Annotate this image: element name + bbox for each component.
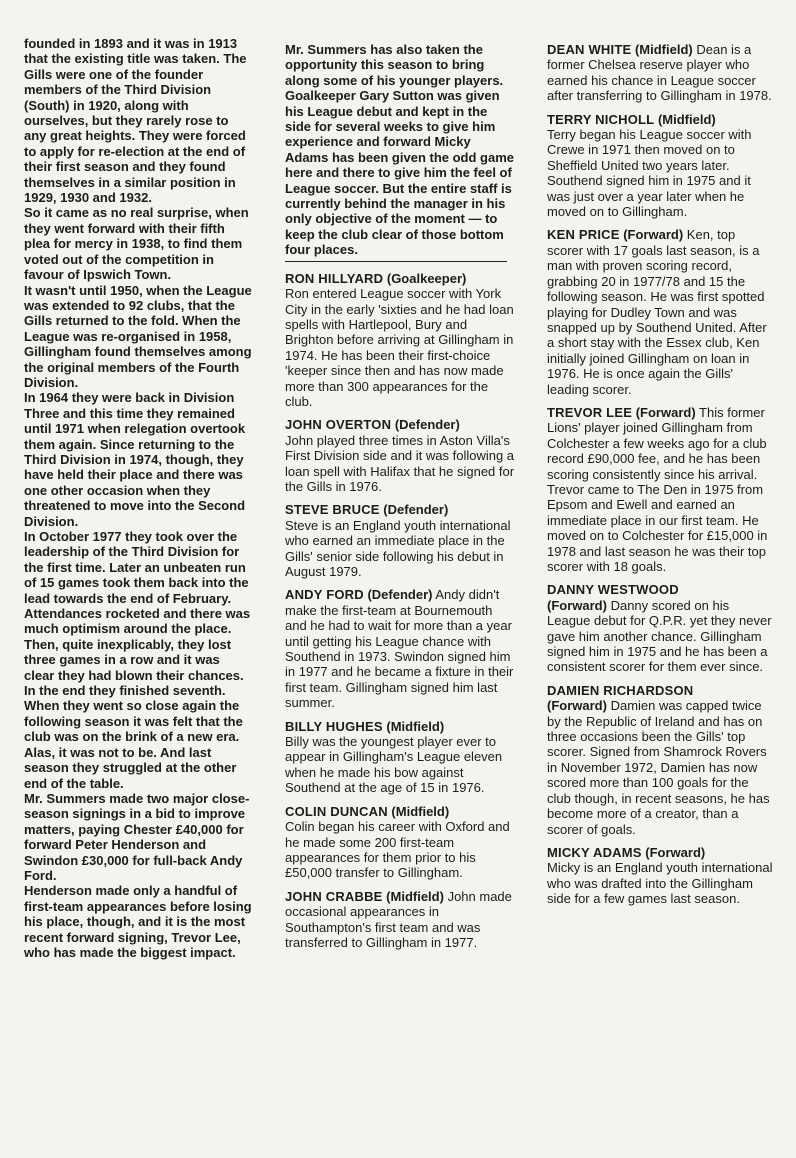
player-entry: [547, 112, 773, 220]
player-name: DEAN WHITE: [547, 42, 632, 57]
player-name: BILLY HUGHES: [285, 718, 383, 734]
section-divider: [285, 261, 507, 262]
player-bio: Micky is an England youth international who was drafted into the Gillingham side for a few games last season.: [547, 860, 773, 907]
player-bio: Colin began his career with Oxford and he made some 200 first-team appearances for them prior to his £50,000 transfer to Gillingham.: [285, 819, 510, 881]
player-position: (Midfield): [386, 888, 444, 904]
player-position: (Goalkeeper): [386, 270, 467, 286]
player-name: DANNY WESTWOOD: [547, 582, 679, 598]
middle-column: [285, 42, 515, 958]
right-column: [547, 42, 773, 915]
player-bio: Danny scored on his League debut for Q.P.R. yet they never gave him another chance. Gillingham signed him in 1975 and he has been a consistent scorer for them ever since.: [547, 597, 772, 675]
player-bio: Ron entered League soccer with York City in the early 'sixties and he had loan spells with Hartlepool, Bury and Brighton before arriving at Gillingham in 1974. He has been their first-choice 'keeper since then and has now made more than 300 appearances for the club.: [285, 286, 514, 409]
player-position: (Midfield): [391, 803, 450, 819]
player-name: ANDY FORD: [285, 587, 364, 603]
player-entry: [285, 417, 515, 494]
history-paragraph: It wasn't until 1950, when the League was extended to 92 clubs, that the Gills returned to the fold. When the League was re-organised in 1958, Gillingham found themselves among the original members of the Fourth Division.: [24, 282, 252, 390]
player-bio: Ken, top scorer with 17 goals last season, is a man with proven scoring record, grabbing 20 in 1977/78 and 15 the following season. He was first spotted playing for Dudley Town and was snapped up by Southend United. After a short stay with the Essex club, Ken initially joined Gillingham on loan in 1976. He is once again the Gills' leading scorer.: [547, 227, 767, 397]
player-entry: [285, 587, 515, 710]
player-bio: Terry began his League soccer with Crewe in 1971 then moved on to Sheffield United two years later. Southend signed him in 1975 and it was just over a year later when he moved on to Gillingham.: [547, 127, 752, 220]
player-bio: Andy didn't make the first-team at Bournemouth and he had to wait for more than a year until getting his League chance with Southend in 1973. Swindon signed him in 1977 and he became a fixture in their first team. Gillingham signed him last summer.: [285, 587, 514, 711]
player-bio: John played three times in Aston Villa's First Division side and it was following a loan spell with Halifax that he signed for the Gills in 1976.: [285, 432, 515, 494]
history-paragraph: In 1964 they were back in Division Three and this time they remained until 1971 when relegation overtook them again. Since returning to the Third Division in 1974, though, they have held their place and there was one other occasion when they threatened to move into the Second Division.: [24, 390, 246, 529]
player-bio: John made occasional appearances in Southampton's first team and was transferred to Gillingham in 1977.: [285, 888, 512, 950]
player-bio: Dean is a former Chelsea reserve player who earned his chance in League soccer after transferring to Gillingham in 1978.: [547, 42, 772, 104]
player-name: MICKY ADAMS: [547, 844, 642, 860]
history-paragraph: When they went so close again the following season it was felt that the club was on the brink of a new era. Alas, it was not to be. And last season they struggled at the other end of the table.: [24, 698, 243, 791]
player-position: (Forward): [623, 227, 684, 243]
player-position: (Midfield): [386, 718, 445, 734]
player-entry: [285, 889, 515, 951]
player-entry: [547, 845, 773, 907]
player-name: JOHN CRABBE: [285, 888, 383, 904]
history-paragraph: Mr. Summers made two major close-season signings in a bid to improve matters, paying Chester £40,000 for forward Peter Henderson and Swindon £30,000 for full-back Andy Ford.: [24, 790, 250, 883]
player-name: JOHN OVERTON: [285, 417, 392, 433]
player-entry: [547, 582, 773, 674]
player-entry: [285, 502, 515, 579]
history-paragraph: founded in 1893 and it was in 1913 that the existing title was taken. The Gills were one of the founder members of the Third Division (South) in 1920, along with ourselves, but they rarely rose to any great heights. They were forced to apply for re-election at the end of their first season and they found themselves in a similar position in 1929, 1930 and 1932.: [24, 36, 247, 206]
player-name: TREVOR LEE: [547, 404, 633, 420]
player-entry: [547, 42, 773, 104]
player-name: RON HILLYARD: [285, 270, 384, 286]
player-position: (Defender): [383, 502, 449, 518]
player-entry: [547, 405, 773, 574]
player-entry: [547, 683, 773, 837]
history-paragraph: Henderson made only a handful of first-team appearances before losing his place, though, and it is the most recent forward signing, Trevor Lee, who has made the biggest impact.: [24, 883, 252, 960]
player-name: COLIN DUNCAN: [285, 803, 388, 819]
player-position: (Midfield): [657, 111, 716, 127]
player-name: KEN PRICE: [547, 227, 620, 243]
player-entry: [285, 271, 515, 410]
player-bio: Billy was the youngest player ever to appear in Gillingham's League eleven when he made his bow against Southend at the age of 15 in 1976.: [285, 734, 503, 796]
player-position: (Midfield): [634, 42, 693, 57]
player-position: (Defender): [394, 417, 460, 433]
player-position: (Forward): [547, 698, 607, 714]
player-bio: This former Lions' player joined Gillingham from Colchester a few weeks ago for a club record £90,000 fee, and he has been scoring consistently since his arrival. Trevor came to The Den in 1975 from Epsom and Ewell and earned an immediate place in our first team. He moved on to Colchester for £15,000 in 1978 and last season he was their top scorer with 18 goals.: [547, 404, 768, 574]
intro-paragraph: Mr. Summers has also taken the opportunity this season to bring along some of his younger players. Goalkeeper Gary Sutton was given his League debut and kept in the side for several weeks to give him experience and forward Micky Adams has been given the odd game here and there to give him the feel of League soccer. But the entire staff is currently behind the manager in his only objective of the moment — to keep the club clear of those bottom four places.: [285, 42, 514, 258]
player-name: STEVE BRUCE: [285, 502, 380, 518]
player-entry: [547, 227, 773, 396]
player-position: (Forward): [547, 597, 607, 613]
history-column: [24, 36, 252, 960]
history-paragraph: In October 1977 they took over the leadership of the Third Division for the first time. Later an unbeaten run of 15 games took them back into the lead towards the end of February. Attendances rocketed and there was much optimism around the place. Then, quite inexplicably, they lost three games in a row and it was clear they had blown their chances. In the end they finished seventh.: [24, 529, 251, 699]
player-position: (Defender): [367, 587, 433, 603]
player-entry: [285, 719, 515, 796]
player-bio: Steve is an England youth international who earned an immediate place in the Gills' senior side following his debut in August 1979.: [285, 517, 511, 579]
player-position: (Forward): [645, 844, 706, 860]
player-bio: Damien was capped twice by the Republic of Ireland and has on three occasions been the Gills' top scorer. Signed from Shamrock Rovers in November 1972, Damien has now scored more than 100 goals for the club though, in recent seasons, he has become more of a creator, than a scorer of goals.: [547, 698, 770, 837]
player-entry: [285, 804, 515, 881]
history-paragraph: So it came as no real surprise, when they went forward with their fifth plea for mercy in 1938, to find them voted out of the competition in favour of Ipswich Town.: [24, 205, 249, 283]
player-position: (Forward): [635, 404, 696, 420]
player-name: DAMIEN RICHARDSON: [547, 682, 694, 698]
player-name: TERRY NICHOLL: [547, 111, 655, 127]
